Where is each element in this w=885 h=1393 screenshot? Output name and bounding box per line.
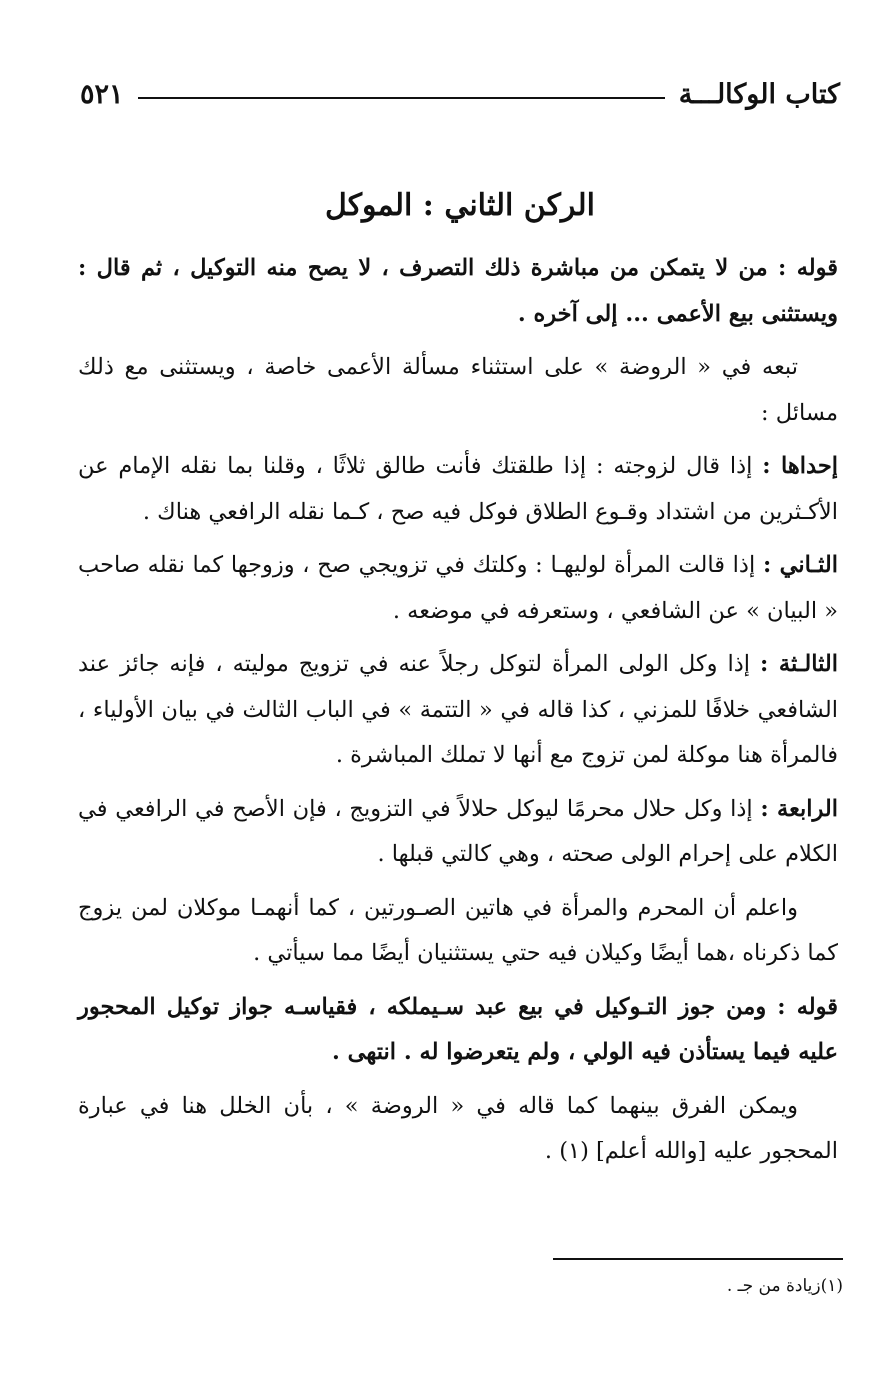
paragraph-text: قوله : من لا يتمكن من مباشرة ذلك التصرف ، لا يصح منه التوكيل ، ثم قال : ويستثنى بيع الأعمى ... إلى آخره . bbox=[78, 255, 838, 327]
paragraph-note bbox=[78, 886, 838, 977]
footnote-rule bbox=[553, 1258, 843, 1260]
footnote: (١)زيادة من جـ . bbox=[726, 1276, 843, 1296]
paragraph-fourth-case bbox=[78, 787, 838, 878]
paragraph-commentary-2 bbox=[78, 1084, 838, 1175]
paragraph-lead: الثـاني : bbox=[762, 552, 839, 578]
paragraph-quote-2 bbox=[78, 985, 838, 1076]
paragraph-commentary-1 bbox=[78, 345, 838, 436]
paragraph-text: إذا وكل حلال محرمًا ليوكل حلالاً في التزويج ، فإن الأصح في الرافعي في الكلام على إحرام الولى صحته ، وهي كالتي قبلها . bbox=[78, 795, 838, 867]
paragraph-second-case bbox=[78, 543, 838, 634]
paragraph-text: إذا وكل الولى المرأة لتوكل رجلاً عنه في تزويج موليته ، فإنه جائز عند الشافعي خلافًا للمزني ، كذا قاله في « التتمة » في الباب الثالث في بيان الأولياء ، فالمرأة هنا موكلة لمن تزوج مع أنها لا تملك المباشرة . bbox=[78, 651, 838, 768]
paragraph-text: واعلم أن المحرم والمرأة في هاتين الصـورتين ، كما أنهمـا موكلان لمن يزوج كما ذكرناه ،هما أيضًا وكيلان فيه حتي يستثنيان أيضًا مما سيأتي . bbox=[78, 894, 838, 966]
running-header bbox=[80, 72, 840, 116]
paragraph-text: قوله : ومن جوز التـوكيل في بيع عبد سـيملكه ، فقياسـه جواز توكيل المحجور عليه فيما يستأذن فيه الولي ، ولم يتعرضوا له . انتهى . bbox=[78, 993, 838, 1065]
header-rule bbox=[138, 97, 665, 99]
paragraph-text: إذا قال لزوجته : إذا طلقتك فأنت طالق ثلاثًا ، وقلنا بما نقله الإمام عن الأكـثرين من اشتداد وقـوع الطلاق فوكل فيه صح ، كـما نقله الرافعي هناك . bbox=[78, 453, 838, 525]
paragraph-lead: الرابعة : bbox=[760, 795, 839, 822]
section-title: الركن الثاني : الموكل bbox=[325, 188, 595, 223]
paragraph-text: تبعه في « الروضة » على استثناء مسألة الأعمى خاصة ، ويستثنى مع ذلك مسائل : bbox=[78, 354, 838, 426]
body-text bbox=[78, 246, 838, 1183]
paragraph-third-case bbox=[78, 642, 838, 779]
page-number: ٥٢١ bbox=[80, 78, 124, 110]
paragraph-lead: الثالـثة : bbox=[759, 651, 838, 677]
paragraph-lead: إحداها : bbox=[762, 453, 838, 479]
header-title: كتاب الوكالـــة bbox=[678, 78, 840, 110]
paragraph-text: ويمكن الفرق بينهما كما قاله في « الروضة » ، بأن الخلل هنا في عبارة المحجور عليه [والله أعلم] (١) . bbox=[78, 1092, 838, 1164]
paragraph-first-case bbox=[78, 444, 838, 535]
paragraph-text: إذا قالت المرأة لوليهـا : وكلتك في تزويجي صح ، وزوجها كما نقله صاحب « البيان » عن الشافعي ، وستعرفه في موضعه . bbox=[78, 552, 838, 624]
paragraph-quote-1 bbox=[78, 246, 838, 337]
